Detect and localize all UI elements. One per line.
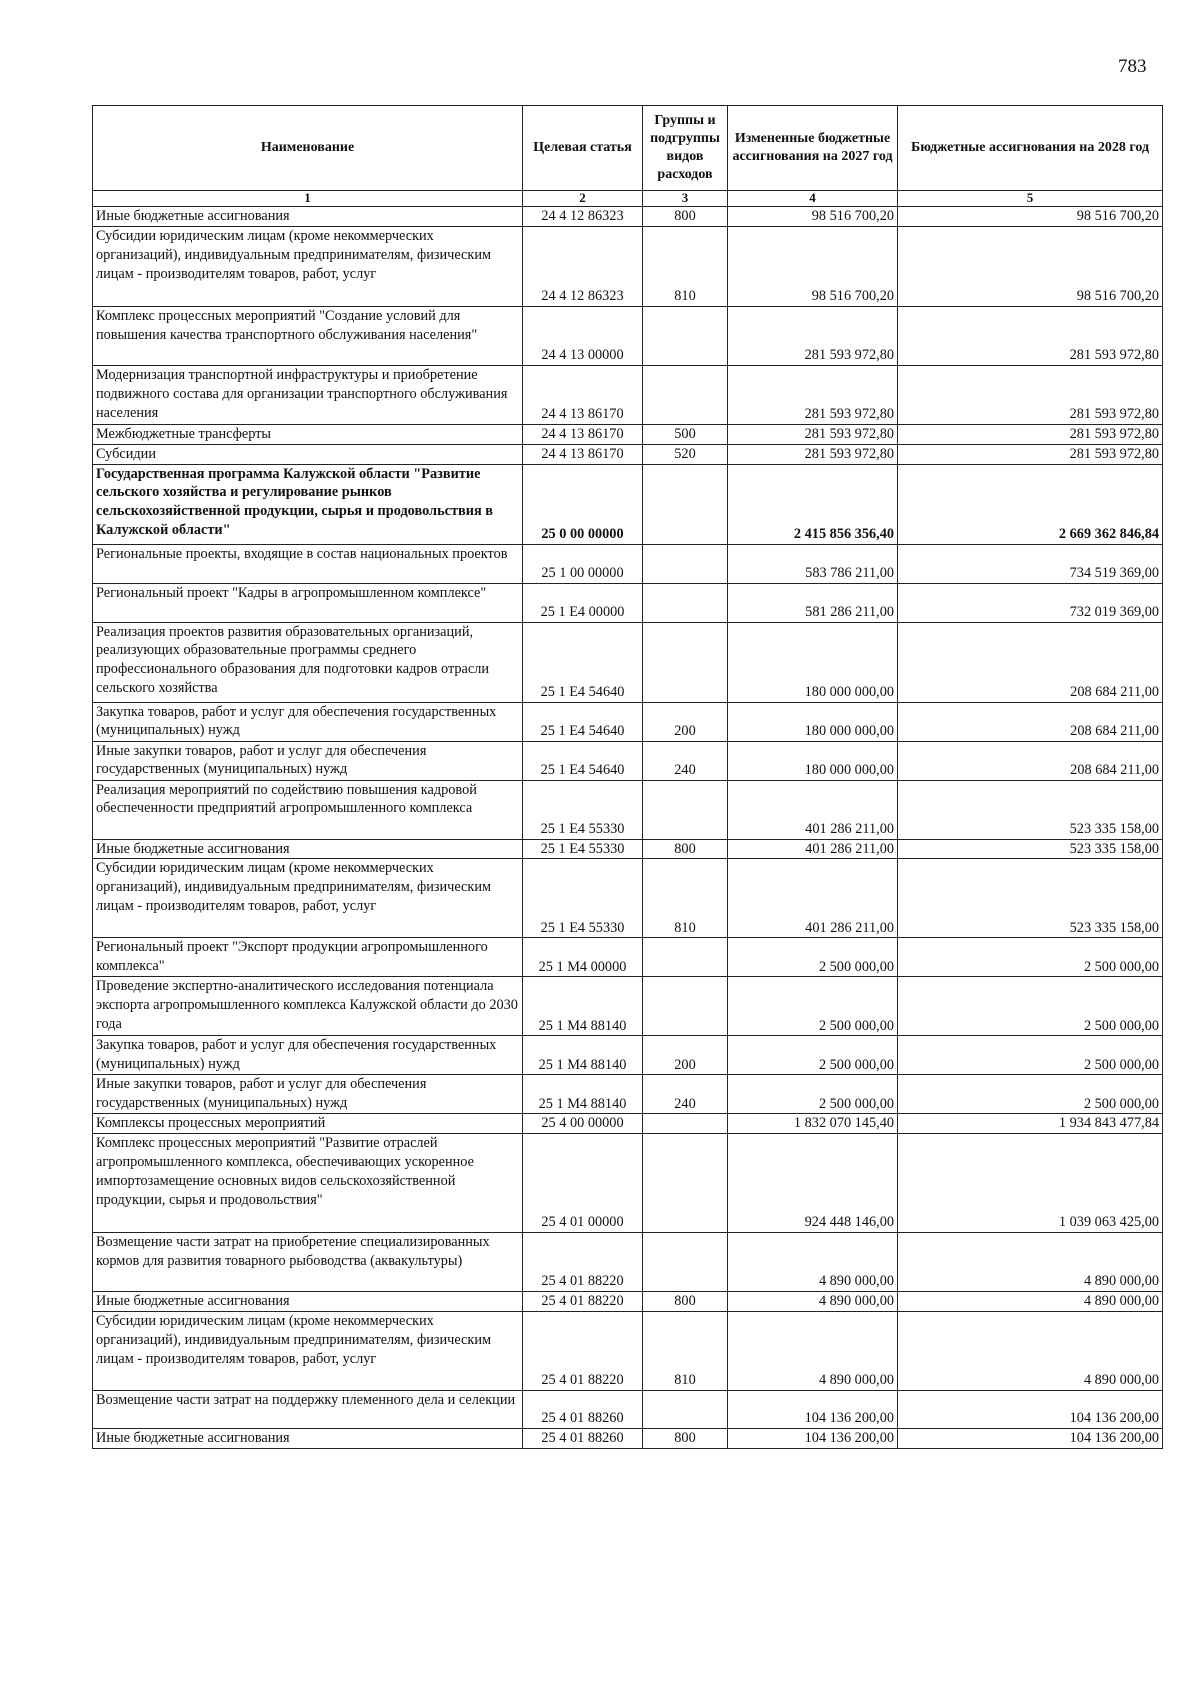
amount-2028-cell: 2 500 000,00 (898, 1036, 1163, 1075)
amount-2027-cell: 4 890 000,00 (728, 1312, 898, 1391)
target-article-cell: 25 1 Е4 55330 (523, 780, 643, 839)
budget-table (92, 105, 1163, 1449)
row-name-cell: Реализация проектов развития образовательных организаций, реализующих образовательные программы среднего профессионального образования для подготовки кадров отрасли сельского хозяйства (93, 622, 523, 702)
target-article-cell: 25 1 00 00000 (523, 544, 643, 583)
target-article-cell: 25 1 М4 88140 (523, 1075, 643, 1114)
amount-2027-cell: 401 286 211,00 (728, 859, 898, 938)
target-article-cell: 25 4 00 00000 (523, 1114, 643, 1134)
target-article-cell: 25 4 01 88260 (523, 1429, 643, 1449)
amount-2027-cell: 98 516 700,20 (728, 206, 898, 226)
target-article-cell: 25 1 М4 88140 (523, 1036, 643, 1075)
amount-2027-cell: 4 890 000,00 (728, 1292, 898, 1312)
table-row (93, 780, 1163, 839)
expense-group-cell (643, 544, 728, 583)
amount-2027-cell: 2 415 856 356,40 (728, 464, 898, 544)
table-row (93, 1233, 1163, 1292)
expense-group-cell (643, 1233, 728, 1292)
row-name-cell: Иные бюджетные ассигнования (93, 1292, 523, 1312)
expense-group-cell: 200 (643, 702, 728, 741)
amount-2027-cell: 180 000 000,00 (728, 702, 898, 741)
page-number: 783 (1118, 56, 1147, 77)
target-article-cell: 24 4 13 86170 (523, 365, 643, 424)
target-article-cell: 25 1 М4 00000 (523, 938, 643, 977)
amount-2028-cell: 1 039 063 425,00 (898, 1134, 1163, 1233)
column-number: 1 (93, 191, 523, 207)
amount-2028-cell: 4 890 000,00 (898, 1292, 1163, 1312)
amount-2027-cell: 180 000 000,00 (728, 741, 898, 780)
row-name-cell: Иные бюджетные ассигнования (93, 206, 523, 226)
target-article-cell: 25 4 01 88220 (523, 1233, 643, 1292)
amount-2028-cell: 208 684 211,00 (898, 702, 1163, 741)
table-row (93, 544, 1163, 583)
header-expense-groups: Группы и подгруппы видов расходов (643, 106, 728, 191)
amount-2027-cell: 281 593 972,80 (728, 306, 898, 365)
column-number: 3 (643, 191, 728, 207)
target-article-cell: 24 4 12 86323 (523, 206, 643, 226)
expense-group-cell (643, 464, 728, 544)
target-article-cell: 24 4 13 86170 (523, 424, 643, 444)
table-row (93, 859, 1163, 938)
table-row (93, 977, 1163, 1036)
amount-2028-cell: 281 593 972,80 (898, 306, 1163, 365)
target-article-cell: 25 1 Е4 54640 (523, 741, 643, 780)
target-article-cell: 25 4 01 88220 (523, 1292, 643, 1312)
expense-group-cell: 800 (643, 1429, 728, 1449)
table-row (93, 1391, 1163, 1429)
expense-group-cell (643, 1114, 728, 1134)
expense-group-cell: 810 (643, 1312, 728, 1391)
target-article-cell: 25 1 Е4 55330 (523, 859, 643, 938)
row-name-cell: Проведение экспертно-аналитического исследования потенциала экспорта агропромышленного комплекса Калужской области до 2030 года (93, 977, 523, 1036)
expense-group-cell (643, 938, 728, 977)
amount-2028-cell: 1 934 843 477,84 (898, 1114, 1163, 1134)
amount-2027-cell: 2 500 000,00 (728, 1075, 898, 1114)
amount-2028-cell: 208 684 211,00 (898, 622, 1163, 702)
table-row (93, 206, 1163, 226)
target-article-cell: 24 4 13 86170 (523, 444, 643, 464)
expense-group-cell (643, 583, 728, 622)
target-article-cell: 25 4 01 00000 (523, 1134, 643, 1233)
row-name-cell: Закупка товаров, работ и услуг для обеспечения государственных (муниципальных) нужд (93, 1036, 523, 1075)
expense-group-cell: 800 (643, 839, 728, 859)
expense-group-cell: 240 (643, 741, 728, 780)
target-article-cell: 25 1 Е4 54640 (523, 622, 643, 702)
column-number: 4 (728, 191, 898, 207)
expense-group-cell: 520 (643, 444, 728, 464)
amount-2027-cell: 583 786 211,00 (728, 544, 898, 583)
target-article-cell: 25 1 Е4 54640 (523, 702, 643, 741)
target-article-cell: 24 4 12 86323 (523, 226, 643, 306)
target-article-cell: 25 1 М4 88140 (523, 977, 643, 1036)
amount-2027-cell: 104 136 200,00 (728, 1391, 898, 1429)
amount-2027-cell: 281 593 972,80 (728, 365, 898, 424)
table-row (93, 1429, 1163, 1449)
amount-2028-cell: 4 890 000,00 (898, 1233, 1163, 1292)
amount-2028-cell: 732 019 369,00 (898, 583, 1163, 622)
table-body (93, 206, 1163, 1448)
table-row (93, 1292, 1163, 1312)
table-row (93, 444, 1163, 464)
expense-group-cell: 240 (643, 1075, 728, 1114)
amount-2027-cell: 401 286 211,00 (728, 780, 898, 839)
table-row (93, 424, 1163, 444)
amount-2027-cell: 924 448 146,00 (728, 1134, 898, 1233)
row-name-cell: Иные закупки товаров, работ и услуг для обеспечения государственных (муниципальных) нужд (93, 741, 523, 780)
target-article-cell: 25 4 01 88260 (523, 1391, 643, 1429)
row-name-cell: Государственная программа Калужской области "Развитие сельского хозяйства и регулирование рынков сельскохозяйственной продукции, сырья и продовольствия в Калужской области" (93, 464, 523, 544)
row-name-cell: Субсидии юридическим лицам (кроме некоммерческих организаций), индивидуальным предпринимателям, физическим лицам - производителям товаров, работ, услуг (93, 859, 523, 938)
amount-2027-cell: 104 136 200,00 (728, 1429, 898, 1449)
amount-2028-cell: 98 516 700,20 (898, 226, 1163, 306)
row-name-cell: Комплекс процессных мероприятий "Создание условий для повышения качества транспортного обслуживания населения" (93, 306, 523, 365)
row-name-cell: Закупка товаров, работ и услуг для обеспечения государственных (муниципальных) нужд (93, 702, 523, 741)
expense-group-cell (643, 365, 728, 424)
amount-2027-cell: 4 890 000,00 (728, 1233, 898, 1292)
header-target-article: Целевая статья (523, 106, 643, 191)
expense-group-cell (643, 306, 728, 365)
target-article-cell: 25 0 00 00000 (523, 464, 643, 544)
row-name-cell: Региональный проект "Кадры в агропромышленном комплексе" (93, 583, 523, 622)
amount-2028-cell: 523 335 158,00 (898, 859, 1163, 938)
amount-2028-cell: 4 890 000,00 (898, 1312, 1163, 1391)
table-row (93, 306, 1163, 365)
row-name-cell: Комплекс процессных мероприятий "Развитие отраслей агропромышленного комплекса, обеспечивающих ускоренное импортозамещение основных видов сельскохозяйственной продукции, сырья и продовольствия" (93, 1134, 523, 1233)
amount-2027-cell: 2 500 000,00 (728, 938, 898, 977)
target-article-cell: 25 4 01 88220 (523, 1312, 643, 1391)
amount-2028-cell: 2 669 362 846,84 (898, 464, 1163, 544)
table-row (93, 1312, 1163, 1391)
table-row (93, 1134, 1163, 1233)
row-name-cell: Возмещение части затрат на поддержку племенного дела и селекции (93, 1391, 523, 1429)
table-row (93, 1114, 1163, 1134)
amount-2028-cell: 523 335 158,00 (898, 839, 1163, 859)
amount-2027-cell: 1 832 070 145,40 (728, 1114, 898, 1134)
column-number-row (93, 191, 1163, 207)
target-article-cell: 25 1 Е4 00000 (523, 583, 643, 622)
amount-2027-cell: 281 593 972,80 (728, 424, 898, 444)
expense-group-cell (643, 780, 728, 839)
table-row (93, 583, 1163, 622)
row-name-cell: Субсидии (93, 444, 523, 464)
amount-2027-cell: 2 500 000,00 (728, 1036, 898, 1075)
column-number: 2 (523, 191, 643, 207)
expense-group-cell: 500 (643, 424, 728, 444)
amount-2027-cell: 180 000 000,00 (728, 622, 898, 702)
expense-group-cell (643, 1391, 728, 1429)
target-article-cell: 25 1 Е4 55330 (523, 839, 643, 859)
header-budget-2028: Бюджетные ассигнования на 2028 год (898, 106, 1163, 191)
expense-group-cell: 800 (643, 206, 728, 226)
table-header-row (93, 106, 1163, 191)
table-row (93, 365, 1163, 424)
expense-group-cell: 810 (643, 226, 728, 306)
amount-2027-cell: 2 500 000,00 (728, 977, 898, 1036)
expense-group-cell: 200 (643, 1036, 728, 1075)
row-name-cell: Субсидии юридическим лицам (кроме некоммерческих организаций), индивидуальным предпринимателям, физическим лицам - производителям товаров, работ, услуг (93, 1312, 523, 1391)
amount-2028-cell: 281 593 972,80 (898, 365, 1163, 424)
table-row (93, 702, 1163, 741)
table-row (93, 741, 1163, 780)
table-row (93, 938, 1163, 977)
header-name: Наименование (93, 106, 523, 191)
expense-group-cell (643, 1134, 728, 1233)
amount-2027-cell: 98 516 700,20 (728, 226, 898, 306)
amount-2028-cell: 98 516 700,20 (898, 206, 1163, 226)
amount-2028-cell: 2 500 000,00 (898, 977, 1163, 1036)
row-name-cell: Иные закупки товаров, работ и услуг для обеспечения государственных (муниципальных) нужд (93, 1075, 523, 1114)
amount-2028-cell: 734 519 369,00 (898, 544, 1163, 583)
amount-2028-cell: 104 136 200,00 (898, 1391, 1163, 1429)
row-name-cell: Реализация мероприятий по содействию повышения кадровой обеспеченности предприятий агропромышленного комплекса (93, 780, 523, 839)
target-article-cell: 24 4 13 00000 (523, 306, 643, 365)
amount-2028-cell: 281 593 972,80 (898, 424, 1163, 444)
table-row (93, 464, 1163, 544)
expense-group-cell: 810 (643, 859, 728, 938)
row-name-cell: Иные бюджетные ассигнования (93, 839, 523, 859)
amount-2028-cell: 104 136 200,00 (898, 1429, 1163, 1449)
expense-group-cell: 800 (643, 1292, 728, 1312)
row-name-cell: Межбюджетные трансферты (93, 424, 523, 444)
row-name-cell: Модернизация транспортной инфраструктуры и приобретение подвижного состава для организации транспортного обслуживания населения (93, 365, 523, 424)
row-name-cell: Региональный проект "Экспорт продукции агропромышленного комплекса" (93, 938, 523, 977)
table-row (93, 1036, 1163, 1075)
expense-group-cell (643, 622, 728, 702)
row-name-cell: Комплексы процессных мероприятий (93, 1114, 523, 1134)
table-row (93, 839, 1163, 859)
table-row (93, 226, 1163, 306)
expense-group-cell (643, 977, 728, 1036)
row-name-cell: Возмещение части затрат на приобретение специализированных кормов для развития товарного рыбоводства (аквакультуры) (93, 1233, 523, 1292)
amount-2028-cell: 2 500 000,00 (898, 938, 1163, 977)
column-number: 5 (898, 191, 1163, 207)
row-name-cell: Субсидии юридическим лицам (кроме некоммерческих организаций), индивидуальным предпринимателям, физическим лицам - производителям товаров, работ, услуг (93, 226, 523, 306)
amount-2028-cell: 281 593 972,80 (898, 444, 1163, 464)
table-row (93, 1075, 1163, 1114)
amount-2028-cell: 208 684 211,00 (898, 741, 1163, 780)
row-name-cell: Региональные проекты, входящие в состав национальных проектов (93, 544, 523, 583)
amount-2027-cell: 401 286 211,00 (728, 839, 898, 859)
amount-2027-cell: 281 593 972,80 (728, 444, 898, 464)
header-amended-2027: Измененные бюджетные ассигнования на 2027 год (728, 106, 898, 191)
row-name-cell: Иные бюджетные ассигнования (93, 1429, 523, 1449)
amount-2028-cell: 523 335 158,00 (898, 780, 1163, 839)
table-row (93, 622, 1163, 702)
amount-2027-cell: 581 286 211,00 (728, 583, 898, 622)
amount-2028-cell: 2 500 000,00 (898, 1075, 1163, 1114)
